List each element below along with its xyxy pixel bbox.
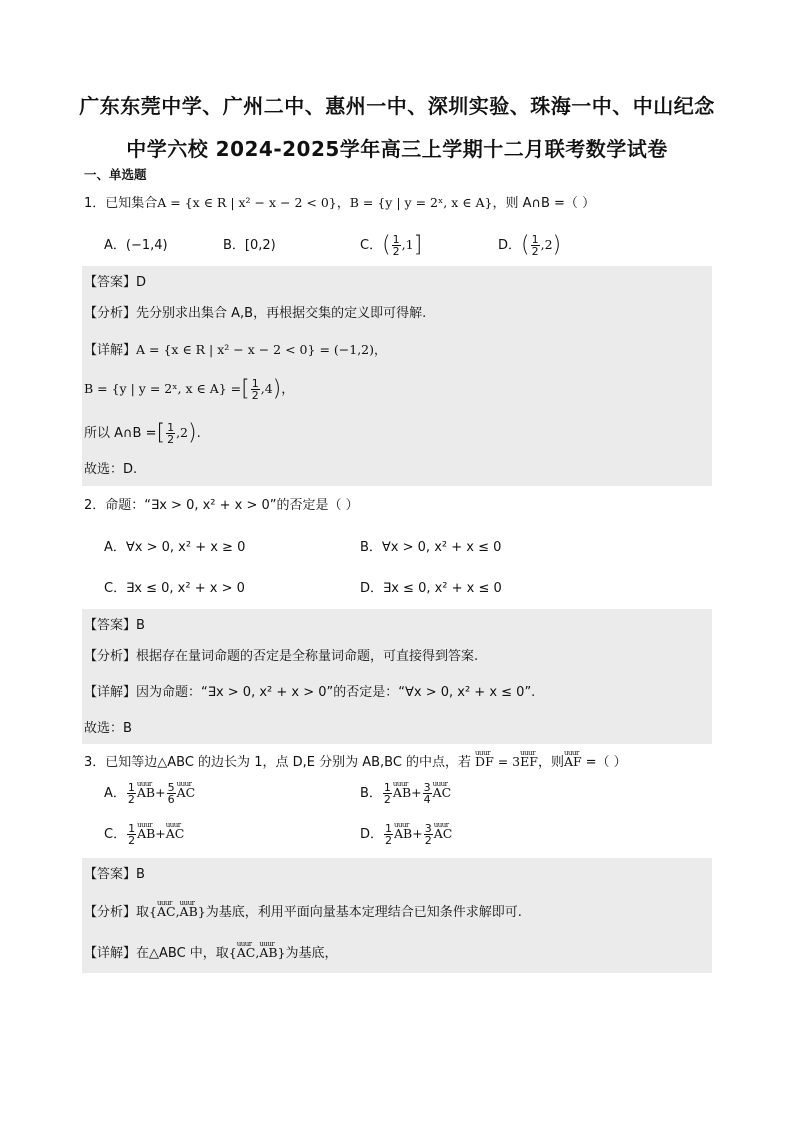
question-3-stem: 3．已知等边△ABC 的边长为 1，点 D,E 分别为 AB,BC 的中点，若 uuur DF = 3uuur EF，则uuur AF =（ ）: [84, 752, 627, 773]
q2-option-b: B．∀x > 0, x² + x ≤ 0: [360, 540, 502, 555]
q2-answer: 【答案】B: [84, 618, 145, 633]
q1-answer: 【答案】D: [84, 275, 147, 290]
q2-option-c: C．∃x ≤ 0, x² + x > 0: [104, 581, 245, 596]
q1-option-d: D．( $\frac{1}{2}$ ,2): [498, 232, 562, 258]
q3-option-b: B． $\frac{1}{2}$ uuur AB+ $\frac{3}{4}$ uuur AC: [360, 782, 451, 805]
question-2-stem: 2．命题：“∃x > 0, x² + x > 0”的否定是（ ）: [84, 498, 359, 513]
q1-detail-1: 【详解】A = {x ∈ R | x² − x − 2 < 0} = (−1,2)，: [84, 342, 387, 358]
q2-detail: 【详解】因为命题：“∃x > 0, x² + x > 0”的否定是：“∀x > 0, x² + x ≤ 0”.: [84, 685, 536, 700]
q2-solution-box: [82, 609, 712, 744]
q1-detail-3: 所以 A∩B =[ $\frac{1}{2}$ ,2).: [84, 420, 201, 446]
q1-option-c: C．( $\frac{1}{2}$ ,1]: [360, 232, 423, 258]
q3-option-a: A． $\frac{1}{2}$ uuur AB+ $\frac{5}{6}$ uuur AC: [104, 782, 195, 805]
q1-option-a: A．(−1,4): [104, 238, 168, 253]
q3-detail: 【详解】在△ABC 中，取{uuur AC,uuur AB}为基底，: [84, 943, 338, 964]
q3-option-c: C． $\frac{1}{2}$ uuur AB+uuur AC: [104, 823, 184, 846]
title-line-2: 中学六校 2024-2025学年高三上学期十二月联考数学试卷: [126, 137, 668, 161]
q1-solution-box: [82, 266, 712, 486]
q1-option-b: B．[0,2): [223, 238, 276, 253]
q2-option-a: A．∀x > 0, x² + x ≥ 0: [104, 540, 246, 555]
q3-answer: 【答案】B: [84, 867, 145, 882]
q3-option-d: D． $\frac{1}{2}$ uuur AB+ $\frac{3}{2}$ uuur AC: [360, 823, 452, 846]
section-heading: 一、单选题: [84, 167, 147, 182]
question-1-stem: 1．已知集合A = {x ∈ R | x² − x − 2 < 0}，B = {y | y = 2ˣ, x ∈ A}，则 A∩B =（ ）: [84, 195, 596, 211]
q2-option-d: D．∃x ≤ 0, x² + x ≤ 0: [360, 581, 502, 596]
q1-conclusion: 故选：D.: [84, 462, 138, 477]
q2-analysis: 【分析】根据存在量词命题的否定是全称量词命题，可直接得到答案.: [84, 649, 479, 664]
q1-analysis: 【分析】先分别求出集合 A,B，再根据交集的定义即可得解.: [84, 306, 427, 321]
q3-analysis: 【分析】取{uuur AC,uuur AB}为基底，利用平面向量基本定理结合已知条件求解即可.: [84, 902, 522, 923]
q2-conclusion: 故选：B: [84, 721, 132, 736]
title-line-1: 广东东莞中学、广州二中、惠州一中、深圳实验、珠海一中、中山纪念: [79, 94, 715, 118]
q1-detail-2: B = {y | y = 2ˣ, x ∈ A} =[ $\frac{1}{2}$ ,4)，: [84, 376, 295, 402]
